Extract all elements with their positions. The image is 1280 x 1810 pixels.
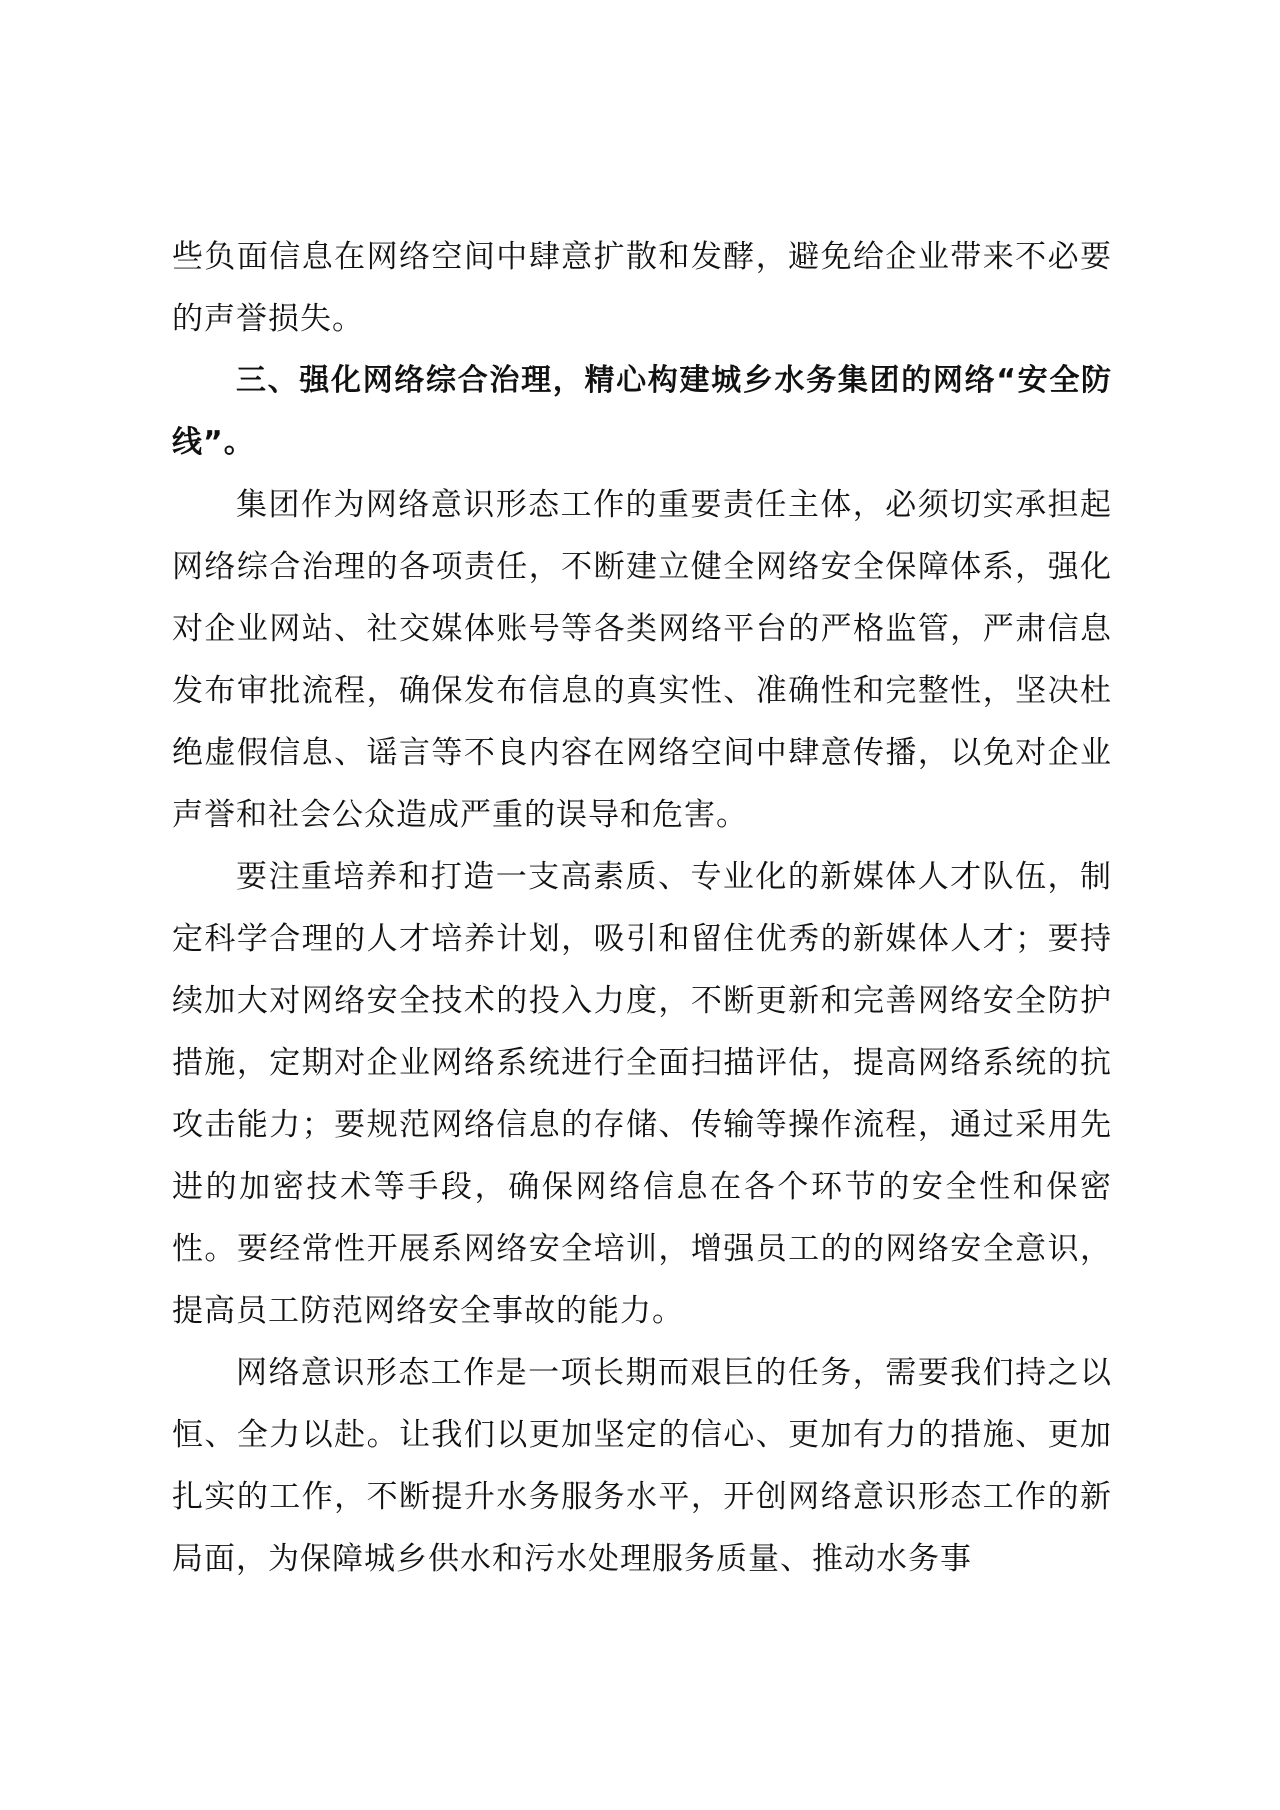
paragraph-talent-and-security: 要注重培养和打造一支高素质、专业化的新媒体人才队伍，制定科学合理的人才培养计划，吸引和留住优秀的新媒体人才；要持续加大对网络安全技术的投入力度，不断更新和完善网络安全防护措施，定期对企业网络系统进行全面扫描评估，提高网络系统的抗攻击能力；要规范网络信息的存储、传输等操作流程，通过采用先进的加密技术等手段，确保网络信息在各个环节的安全性和保密性。要经常性开展系网络安全培训，增强员工的的网络安全意识，提高员工防范网络安全事故的能力。 <box>172 859 1112 1329</box>
document-body <box>172 226 1112 1590</box>
paragraph-conclusion: 网络意识形态工作是一项长期而艰巨的任务，需要我们持之以恒、全力以赴。让我们以更加坚定的信心、更加有力的措施、更加扎实的工作，不断提升水务服务水平，开创网络意识形态工作的新局面，为保障城乡供水和污水处理服务质量、推动水务事 <box>172 1355 1112 1577</box>
section-heading-3: 三、强化网络综合治理，精心构建城乡水务集团的网络“安全防线”。 <box>172 363 1112 460</box>
paragraph-responsibility: 集团作为网络意识形态工作的重要责任主体，必须切实承担起网络综合治理的各项责任，不断建立健全网络安全保障体系，强化对企业网站、社交媒体账号等各类网络平台的严格监管，严肃信息发布审批流程，确保发布信息的真实性、准确性和完整性，坚决杜绝虚假信息、谣言等不良内容在网络空间中肆意传播，以免对企业声誉和社会公众造成严重的误导和危害。 <box>172 487 1112 833</box>
paragraph-continuation: 些负面信息在网络空间中肆意扩散和发酵，避免给企业带来不必要的声誉损失。 <box>172 239 1112 337</box>
